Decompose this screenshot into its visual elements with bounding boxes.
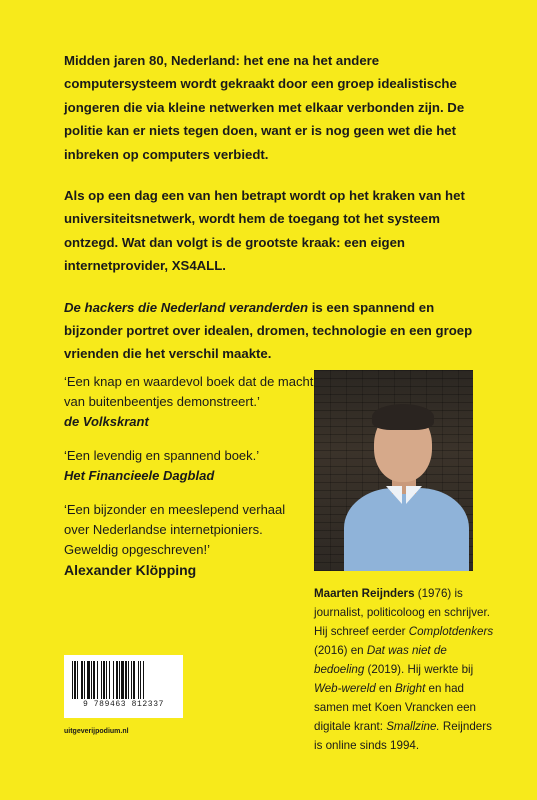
bio-publication: Web-wereld	[314, 682, 376, 695]
barcode-bar	[81, 661, 83, 699]
barcode-bar	[113, 661, 114, 699]
blurb	[64, 49, 489, 384]
bio-publication: Smallzine.	[386, 720, 440, 733]
author-collar-right	[406, 486, 422, 504]
author-photo	[314, 370, 473, 571]
barcode-bar	[131, 661, 132, 699]
barcode-bar	[106, 661, 107, 699]
barcode-bar	[125, 661, 127, 699]
bio-text: (1976) is journalist, politicoloog en schrijver. Hij schreef eerder	[314, 587, 490, 638]
bio-publication: Bright	[395, 682, 426, 695]
barcode-bar	[87, 661, 90, 699]
bio-book-title: Dat was niet de bedoeling	[314, 644, 447, 676]
barcode-bars	[72, 661, 175, 699]
barcode-bar	[119, 661, 120, 699]
author-name: Maarten Reijnders	[314, 587, 415, 600]
barcode-bar	[133, 661, 135, 699]
barcode-bar	[116, 661, 118, 699]
review-quote	[64, 500, 314, 580]
publisher-url: uitgeverijpodium.nl	[64, 728, 129, 735]
barcode-bar	[74, 661, 76, 699]
quote-source: Het Financieele Dagblad	[64, 468, 215, 483]
quote-source: Alexander Klöpping	[64, 562, 197, 578]
bio-book-title: Complotdenkers	[408, 625, 494, 638]
barcode-bar	[72, 661, 73, 699]
quote-text: ‘Een bijzonder en meeslepend verhaal over Nederlandse internetpioniers. Geweldig opgeschreven!’	[64, 502, 286, 557]
blurb-paragraph-3-rest: is een spannend en bijzonder portret over idealen, dromen, technologie en een groep vrienden die het verschil maakte.	[64, 299, 473, 362]
bio-text: (2019). Hij werkte bij	[364, 663, 474, 676]
review-quotes	[64, 372, 314, 594]
barcode-bar	[97, 661, 98, 699]
bio-text: en	[375, 682, 395, 695]
blurb-paragraph-2: Als op een dag een van hen betrapt wordt op het kraken van het universiteitsnetwerk, wordt hem de toegang tot het systeem ontzegd. Wat dan volgt is de grootste kraak: een eigen internetprovider, XS4ALL.	[64, 188, 465, 274]
isbn-number: 9 789463 812337	[82, 700, 164, 709]
quote-text: ‘Een levendig en spannend boek.’	[64, 448, 260, 463]
barcode-bar	[138, 661, 139, 699]
quote-text: ‘Een knap en waardevol boek dat de macht van buitenbeentjes demonstreert.’	[64, 374, 314, 409]
barcode-bar	[91, 661, 92, 699]
author-collar-left	[386, 486, 402, 504]
barcode-bar	[109, 661, 110, 699]
barcode-bar	[140, 661, 141, 699]
review-quote	[64, 446, 314, 486]
barcode-bar	[84, 661, 85, 699]
barcode-bar	[103, 661, 105, 699]
quote-source: de Volkskrant	[64, 414, 149, 429]
barcode-bar	[101, 661, 102, 699]
review-quote	[64, 372, 314, 432]
book-title: De hackers die Nederland veranderden	[64, 299, 309, 315]
barcode-bar	[77, 661, 78, 699]
bio-text: (2016) en	[314, 644, 367, 657]
barcode-bar	[128, 661, 129, 699]
barcode-bar	[121, 661, 124, 699]
blurb-paragraph-3	[64, 296, 489, 366]
author-bio	[314, 584, 494, 755]
blurb-paragraph-1: Midden jaren 80, Nederland: het ene na het andere computersysteem wordt gekraakt door een groep idealistische jongeren die via kleine netwerken met elkaar verbonden zijn. De politie kan er niets tegen doen, want er is nog geen wet die het inbreken op computers verbiedt.	[64, 53, 465, 162]
author-hair	[372, 404, 434, 430]
barcode-bar	[143, 661, 144, 699]
barcode-bar	[93, 661, 95, 699]
bio-text: Reijnders is online sinds 1994.	[314, 720, 492, 752]
bio-text: en had samen met Koen Vrancken een digitale krant:	[314, 682, 476, 733]
isbn-barcode	[64, 655, 183, 718]
